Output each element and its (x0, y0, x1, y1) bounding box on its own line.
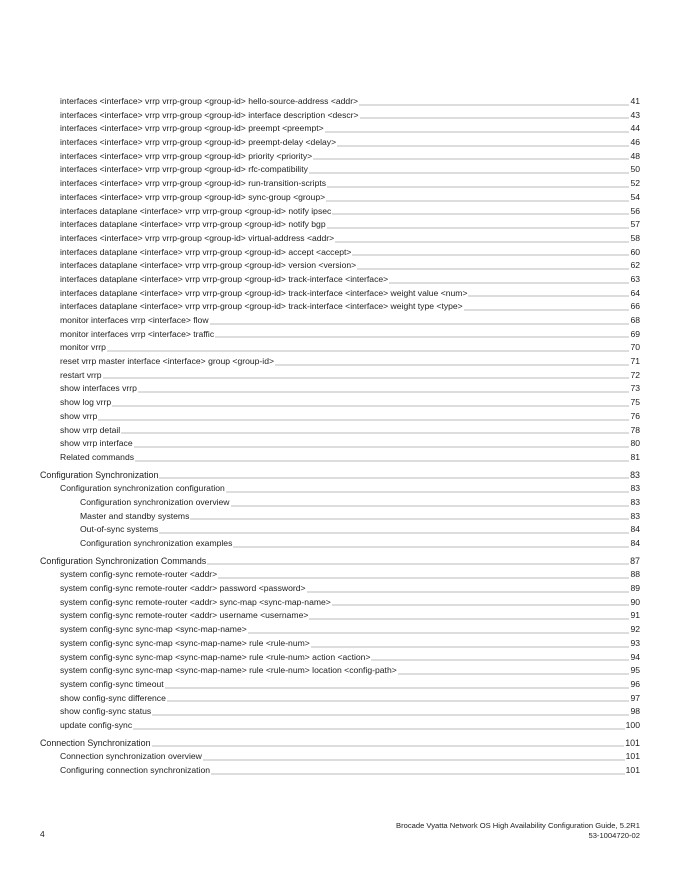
toc-entry[interactable] (40, 136, 640, 150)
dot-leader (275, 360, 629, 366)
toc-entry[interactable] (40, 95, 640, 109)
toc-entry[interactable] (40, 150, 640, 164)
footer-document-info (396, 821, 640, 841)
toc-entry-title: monitor interfaces vrrp <interface> flow (60, 315, 209, 325)
dot-leader (389, 278, 629, 284)
toc-page-number: 84 (630, 524, 640, 535)
toc-entry[interactable] (40, 205, 640, 219)
toc-page-number: 98 (630, 706, 640, 717)
table-of-contents (40, 95, 640, 778)
toc-entry-title: show vrrp interface (60, 438, 133, 449)
toc-entry-title: interfaces <interface> vrrp vrrp-group <group-id> rfc-compatibility (60, 164, 308, 175)
toc-page-number: 81 (630, 451, 640, 462)
toc-chapter-entry[interactable] (40, 469, 640, 483)
toc-entry-title: restart vrrp (60, 369, 102, 380)
toc-entry[interactable] (40, 719, 640, 733)
toc-page-number: 44 (630, 123, 640, 134)
toc-entry[interactable] (40, 568, 640, 582)
dot-leader (326, 196, 629, 202)
toc-entry[interactable] (40, 314, 640, 328)
dot-leader (135, 456, 629, 462)
toc-entry-title: system config-sync remote-router <addr> password <password> (60, 583, 306, 594)
dot-leader (327, 182, 629, 188)
toc-entry[interactable] (40, 678, 640, 692)
toc-page-number: 91 (630, 610, 640, 621)
toc-entry[interactable] (40, 596, 640, 610)
toc-entry-title: interfaces <interface> vrrp vrrp-group <group-id> preempt <preempt> (60, 123, 324, 134)
toc-entry[interactable] (40, 537, 640, 551)
toc-entry-title: Configuration Synchronization Commands (40, 555, 207, 566)
toc-page-number: 92 (630, 624, 640, 635)
dot-leader (159, 528, 629, 534)
toc-page-number: 48 (630, 150, 640, 161)
dot-leader (103, 373, 630, 379)
toc-entry-title: show vrrp detail (60, 424, 121, 435)
dot-leader (138, 387, 630, 393)
dot-leader (152, 710, 629, 716)
dot-leader (107, 346, 630, 352)
toc-page-number: 54 (630, 191, 640, 202)
dot-leader (159, 473, 629, 479)
toc-entry-title: system config-sync remote-router <addr> (60, 569, 218, 580)
toc-page-number: 68 (630, 315, 640, 325)
dot-leader (226, 487, 630, 493)
toc-page-number: 64 (630, 287, 640, 298)
toc-entry[interactable] (40, 328, 640, 342)
toc-page-number: 63 (630, 273, 640, 284)
dot-leader (309, 168, 630, 174)
toc-entry[interactable] (40, 273, 640, 287)
toc-entry-title: system config-sync remote-router <addr> sync-map <sync-map-name> (60, 596, 331, 607)
toc-entry[interactable] (40, 287, 640, 301)
toc-page-number: 87 (630, 555, 640, 566)
toc-entry-title: system config-sync remote-router <addr> username <username> (60, 610, 309, 621)
toc-entry[interactable] (40, 177, 640, 191)
toc-page-number: 41 (630, 96, 640, 106)
toc-page-number: 69 (630, 328, 640, 339)
toc-page-number: 90 (630, 596, 640, 607)
toc-page-number: 100 (625, 719, 640, 730)
toc-entry[interactable] (40, 623, 640, 637)
toc-entry[interactable] (40, 496, 640, 510)
dot-leader (307, 587, 630, 593)
toc-entry-title: Configuration synchronization examples (80, 538, 233, 548)
toc-entry[interactable] (40, 232, 640, 246)
toc-page-number: 94 (630, 651, 640, 662)
dot-leader (332, 600, 630, 606)
dot-leader (313, 154, 629, 160)
dot-leader (210, 319, 630, 325)
toc-entry-title: interfaces <interface> vrrp vrrp-group <group-id> virtual-address <addr> (60, 232, 335, 243)
toc-entry-title: Configuration Synchronization (40, 469, 159, 480)
toc-page-number: 97 (630, 692, 640, 703)
dot-leader (152, 741, 625, 747)
toc-page-number: 70 (630, 342, 640, 353)
toc-page-number: 50 (630, 164, 640, 175)
toc-entry[interactable] (40, 482, 640, 496)
dot-leader (468, 291, 629, 297)
toc-entry-title: interfaces dataplane <interface> vrrp vrrp-group <group-id> track-interface <interface> weight value <num> (60, 287, 468, 298)
toc-page-number: 57 (630, 219, 640, 230)
toc-page-number: 46 (630, 137, 640, 148)
toc-page-number: 88 (630, 569, 640, 580)
toc-entry-title: Configuration synchronization configuration (60, 483, 225, 494)
toc-entry-title: Out-of-sync systems (80, 524, 159, 535)
dot-leader (371, 655, 629, 661)
dot-leader (215, 332, 629, 338)
toc-entry-title: interfaces <interface> vrrp vrrp-group <group-id> interface description <descr> (60, 109, 359, 120)
toc-page-number: 56 (630, 205, 640, 216)
toc-page-number: 83 (630, 510, 640, 521)
dot-leader (112, 401, 629, 407)
toc-entry-title: system config-sync sync-map <sync-map-name> (60, 624, 247, 635)
toc-page-number: 95 (630, 665, 640, 676)
toc-entry-title: update config-sync (60, 719, 133, 730)
toc-page-number: 60 (630, 246, 640, 257)
toc-entry[interactable] (40, 424, 640, 438)
toc-entry-title: interfaces dataplane <interface> vrrp vrrp-group <group-id> version <version> (60, 260, 357, 271)
toc-entry[interactable] (40, 396, 640, 410)
toc-page-number: 58 (630, 232, 640, 243)
toc-entry-title: interfaces <interface> vrrp vrrp-group <group-id> hello-source-address <addr> (60, 96, 359, 106)
toc-entry-title: show config-sync status (60, 706, 152, 717)
dot-leader (203, 755, 625, 761)
toc-entry[interactable] (40, 122, 640, 136)
dot-leader (134, 442, 630, 448)
toc-entry[interactable] (40, 664, 640, 678)
toc-page-number: 62 (630, 260, 640, 271)
toc-page-number: 101 (625, 765, 640, 775)
toc-page-number: 72 (630, 369, 640, 380)
toc-entry-title: show vrrp (60, 410, 98, 421)
toc-page-number: 78 (630, 424, 640, 435)
guide-title: Brocade Vyatta Network OS High Availability Configuration Guide, 5.2R1 (396, 821, 640, 830)
toc-page-number: 101 (625, 737, 640, 748)
toc-entry[interactable] (40, 369, 640, 383)
toc-entry[interactable] (40, 510, 640, 524)
dot-leader (218, 573, 629, 579)
toc-entry[interactable] (40, 437, 640, 451)
toc-entry-title: Connection synchronization overview (60, 751, 202, 762)
toc-entry-title: show config-sync difference (60, 692, 166, 703)
toc-entry-title: monitor interfaces vrrp <interface> traffic (60, 328, 215, 339)
toc-entry[interactable] (40, 705, 640, 719)
toc-entry-title: Configuration synchronization overview (80, 496, 230, 507)
toc-page-number: 52 (630, 178, 640, 189)
toc-entry[interactable] (40, 637, 640, 651)
toc-entry[interactable] (40, 750, 640, 764)
toc-entry-title: interfaces dataplane <interface> vrrp vrrp-group <group-id> accept <accept> (60, 246, 352, 257)
dot-leader (360, 113, 630, 119)
dot-leader (190, 514, 629, 520)
toc-entry[interactable] (40, 259, 640, 273)
dot-leader (233, 542, 629, 548)
dot-leader (167, 696, 630, 702)
toc-entry[interactable] (40, 300, 640, 314)
toc-chapter-entry[interactable] (40, 737, 640, 751)
toc-page-number: 83 (630, 496, 640, 507)
toc-entry[interactable] (40, 609, 640, 623)
toc-page-number: 66 (630, 301, 640, 312)
toc-page-number: 80 (630, 438, 640, 449)
toc-entry[interactable] (40, 218, 640, 232)
dot-leader (359, 100, 629, 106)
toc-entry-title: show interfaces vrrp (60, 383, 137, 394)
toc-page-number: 43 (630, 109, 640, 120)
toc-entry-title: system config-sync sync-map <sync-map-name> rule <rule-num> (60, 637, 310, 648)
dot-leader (325, 127, 630, 133)
toc-entry-title: interfaces dataplane <interface> vrrp vrrp-group <group-id> notify bgp (60, 219, 326, 230)
dot-leader (133, 724, 625, 730)
toc-entry[interactable] (40, 692, 640, 706)
toc-entry-title: interfaces <interface> vrrp vrrp-group <group-id> run-transition-scripts (60, 178, 327, 189)
toc-entry[interactable] (40, 764, 640, 778)
dot-leader (231, 501, 630, 507)
dot-leader (165, 683, 630, 689)
toc-entry[interactable] (40, 246, 640, 260)
toc-page-number: 83 (630, 483, 640, 494)
toc-entry[interactable] (40, 451, 640, 465)
dot-leader (98, 415, 629, 421)
toc-entry-title: interfaces dataplane <interface> vrrp vrrp-group <group-id> track-interface <interface> (60, 273, 389, 284)
toc-page-number: 93 (630, 637, 640, 648)
toc-entry[interactable] (40, 523, 640, 537)
toc-entry-title: system config-sync sync-map <sync-map-name> rule <rule-num> location <config-path> (60, 665, 397, 676)
document-number: 53-1004720-02 (588, 831, 640, 840)
dot-leader (207, 559, 629, 565)
dot-leader (211, 769, 625, 775)
dot-leader (335, 237, 629, 243)
toc-page-number: 84 (630, 538, 640, 548)
toc-entry[interactable] (40, 410, 640, 424)
toc-page-number: 75 (630, 397, 640, 408)
toc-entry-title: Connection Synchronization (40, 737, 151, 748)
page-number: 4 (40, 829, 45, 839)
toc-entry-title: interfaces <interface> vrrp vrrp-group <group-id> sync-group <group> (60, 191, 326, 202)
dot-leader (248, 628, 630, 634)
toc-page-number: 73 (630, 383, 640, 394)
dot-leader (337, 141, 629, 147)
dot-leader (352, 250, 629, 256)
toc-page-number: 96 (630, 678, 640, 689)
toc-entry-title: interfaces dataplane <interface> vrrp vrrp-group <group-id> track-interface <interface> weight type <type> (60, 301, 463, 312)
toc-entry[interactable] (40, 582, 640, 596)
toc-entry-title: Configuring connection synchronization (60, 765, 211, 775)
toc-entry-title: interfaces <interface> vrrp vrrp-group <group-id> preempt-delay <delay> (60, 137, 337, 148)
dot-leader (357, 264, 629, 270)
toc-entry-title: system config-sync timeout (60, 678, 164, 689)
toc-page-number: 89 (630, 583, 640, 594)
toc-entry[interactable] (40, 109, 640, 123)
toc-entry[interactable] (40, 382, 640, 396)
toc-entry-title: interfaces dataplane <interface> vrrp vrrp-group <group-id> notify ipsec (60, 205, 332, 216)
dot-leader (332, 209, 629, 215)
toc-page-number: 76 (630, 410, 640, 421)
toc-entry-title: Master and standby systems (80, 510, 190, 521)
dot-leader (464, 305, 630, 311)
toc-entry[interactable] (40, 163, 640, 177)
toc-entry[interactable] (40, 341, 640, 355)
toc-entry-title: reset vrrp master interface <interface> group <group-id> (60, 356, 275, 367)
toc-page-number: 71 (630, 356, 640, 367)
toc-entry[interactable] (40, 355, 640, 369)
toc-page-number: 101 (625, 751, 640, 762)
toc-entry-title: Related commands (60, 451, 135, 462)
toc-entry-title: show log vrrp (60, 397, 112, 408)
dot-leader (311, 642, 630, 648)
toc-page-number: 83 (630, 469, 640, 480)
dot-leader (398, 669, 630, 675)
dot-leader (309, 614, 629, 620)
toc-entry[interactable] (40, 651, 640, 665)
toc-entry-title: monitor vrrp (60, 342, 106, 353)
toc-entry-title: interfaces <interface> vrrp vrrp-group <group-id> priority <priority> (60, 150, 313, 161)
toc-entry[interactable] (40, 191, 640, 205)
dot-leader (327, 223, 630, 229)
dot-leader (121, 428, 629, 434)
toc-entry-title: system config-sync sync-map <sync-map-name> rule <rule-num> action <action> (60, 651, 371, 662)
toc-chapter-entry[interactable] (40, 555, 640, 569)
